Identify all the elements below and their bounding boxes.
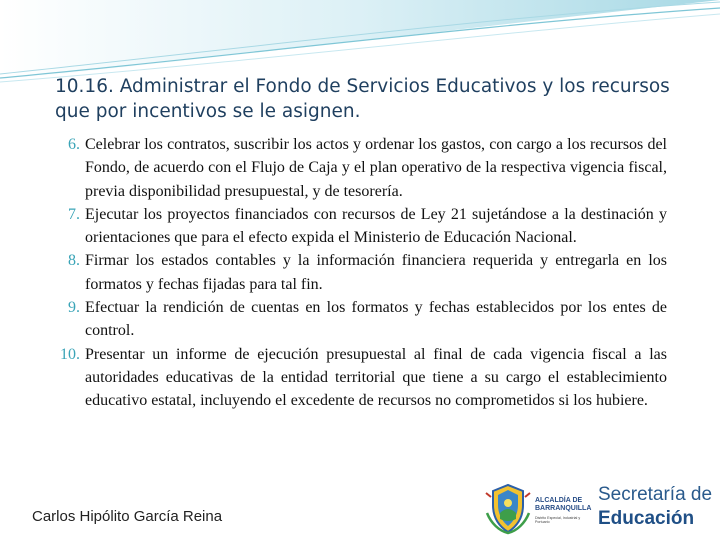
item-text: Celebrar los contratos, suscribir los actos y ordenar los gastos, con cargo a los recursos del Fondo, de acuerdo con el Flujo de Caja y el plan operativo de la respectiva vigencia fiscal, previa disponibilidad presupuestal, y de tesorería.	[85, 136, 667, 200]
list-item	[50, 249, 667, 296]
item-number: 6.	[68, 136, 80, 153]
item-text: Efectuar la rendición de cuentas en los formatos y fechas establecidos por los entes de control.	[85, 299, 667, 340]
item-text: Firmar los estados contables y la información financiera requerida y entregarla en los formatos y fechas fijadas para tal fin.	[85, 252, 667, 293]
educacion-text: Educación	[598, 508, 695, 529]
list-item	[50, 343, 667, 413]
alcaldia-logo	[483, 483, 593, 535]
alcaldia-subtitle: Distrito Especial, Industrial y Portuario	[535, 516, 581, 524]
barranquilla-seal-icon	[483, 483, 533, 535]
list-item	[50, 203, 667, 250]
slide-title: 10.16. Administrar el Fondo de Servicios Educativos y los recursos que por incentivos se le asignen.	[55, 76, 670, 122]
author-name: Carlos Hipólito García Reina	[32, 508, 223, 525]
item-number: 8.	[68, 252, 80, 270]
list-item	[50, 296, 667, 343]
item-number: 9.	[68, 299, 80, 317]
item-text: Ejecutar los proyectos financiados con recursos de Ley 21 sujetándose a la destinación y orientaciones que para el efecto expida el Ministerio de Educación Nacional.	[85, 205, 667, 247]
numbered-list	[50, 133, 667, 413]
list-item	[50, 133, 667, 203]
secretaria-text: Secretaría de	[598, 484, 713, 505]
alcaldia-name	[535, 497, 591, 512]
secretaria-logo	[598, 484, 718, 531]
alcaldia-line: ALCALDÍA DE	[535, 497, 583, 504]
alcaldia-line: BARRANQUILLA	[535, 504, 592, 512]
item-number: 10.	[60, 345, 80, 363]
item-text: Presentar un informe de ejecución presupuestal al final de cada vigencia fiscal a las autoridades educativas de la entidad territorial que tiene a su cargo el establecimiento educativo estatal, incluyendo el excedente de recursos no comprometidos si los hubiere.	[85, 345, 667, 410]
item-number: 7.	[68, 205, 80, 223]
